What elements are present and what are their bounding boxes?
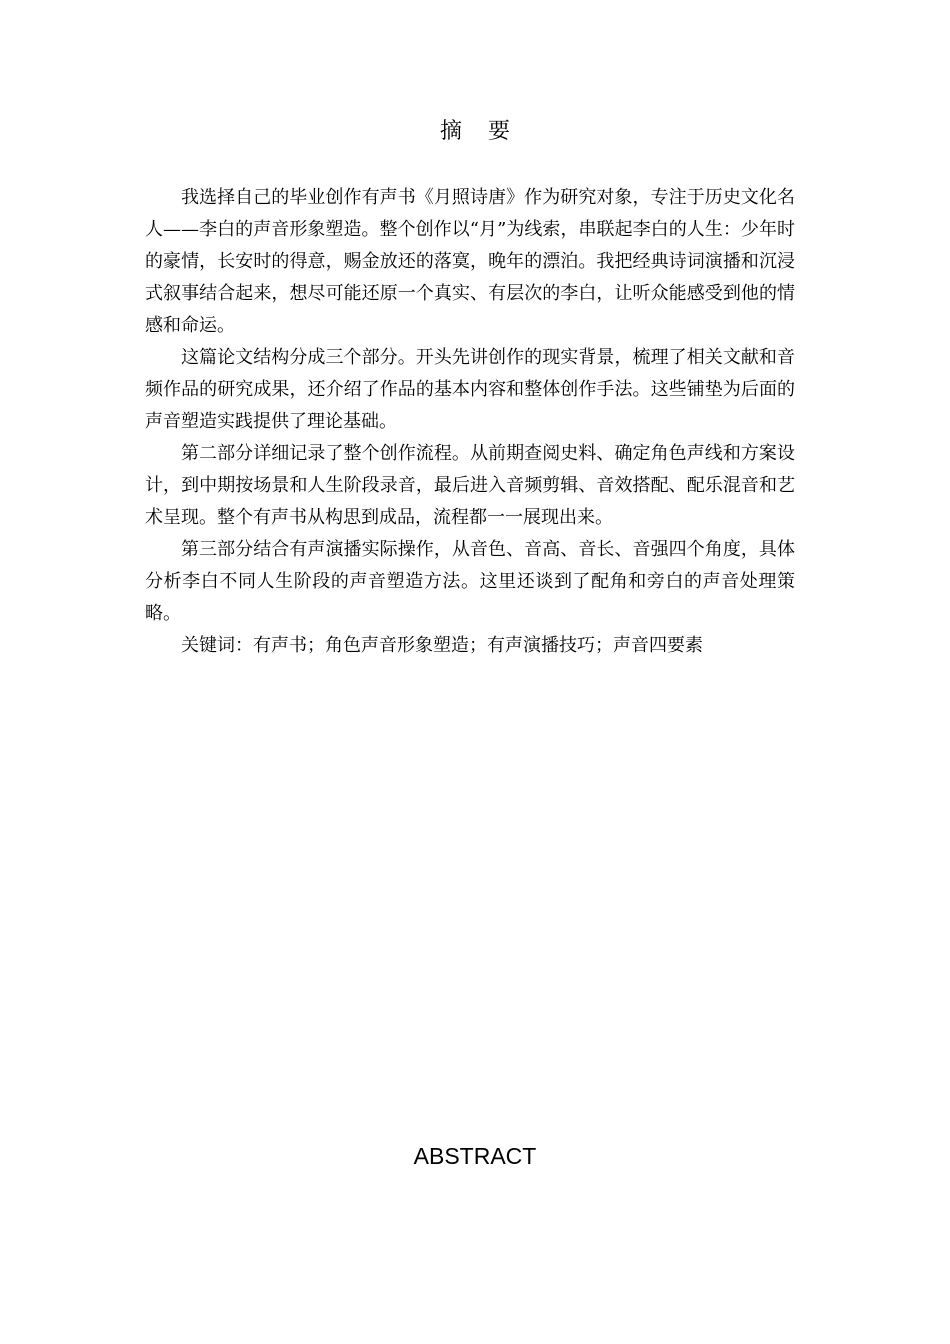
keywords-line: 关键词：有声书；角色声音形象塑造；有声演播技巧；声音四要素 [181,635,703,656]
abstract-title-en: ABSTRACT [413,1143,537,1169]
abstract-body [145,182,795,662]
abstract-title-cn [0,116,950,148]
abstract-title-char-1: 摘 [439,119,462,144]
abstract-title-char-2: 要 [488,119,511,144]
abstract-paragraph-1: 我选择自己的毕业创作有声书《月照诗唐》作为研究对象，专注于历史文化名人——李白的声音形象塑造。整个创作以“月”为线索，串联起李白的人生：少年时的豪情，长安时的得意，赐金放还的落寞，晚年的漂泊。我把经典诗词演播和沉浸式叙事结合起来，想尽可能还原一个真实、有层次的李白，让听众能感受到他的情感和命运。 [145,187,795,336]
abstract-paragraph-2: 这篇论文结构分成三个部分。开头先讲创作的现实背景，梳理了相关文献和音频作品的研究成果，还介绍了作品的基本内容和整体创作手法。这些铺垫为后面的声音塑造实践提供了理论基础。 [145,347,795,432]
abstract-paragraph-4: 第三部分结合有声演播实际操作，从音色、音高、音长、音强四个角度，具体分析李白不同人生阶段的声音塑造方法。这里还谈到了配角和旁白的声音处理策略。 [145,539,795,624]
abstract-paragraph-3: 第二部分详细记录了整个创作流程。从前期查阅史料、确定角色声线和方案设计，到中期按场景和人生阶段录音，最后进入音频剪辑、音效搭配、配乐混音和艺术呈现。整个有声书从构思到成品，流程都一一展现出来。 [145,443,795,528]
